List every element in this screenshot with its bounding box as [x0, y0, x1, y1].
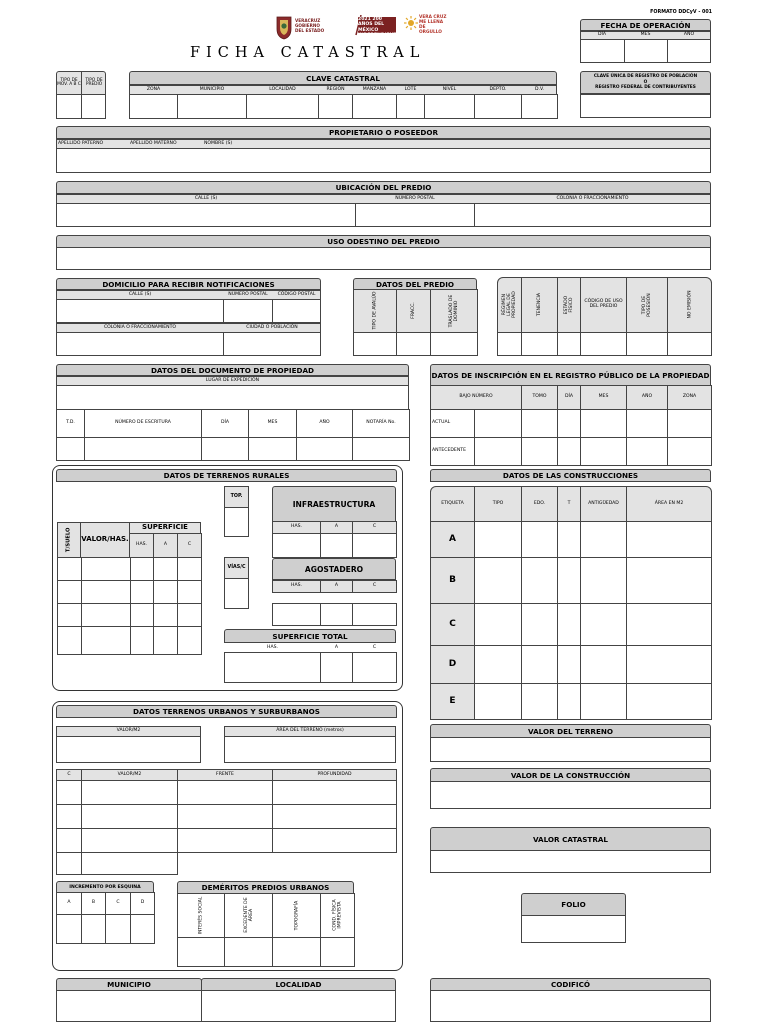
- regimen-col-label: ESTADO FÍSICO: [563, 295, 574, 315]
- uso-field[interactable]: [56, 247, 711, 270]
- clave-col-label: ZONA: [146, 86, 161, 92]
- valor-m2-field[interactable]: [56, 736, 201, 763]
- construcciones-col-label: ETIQUETA: [441, 500, 464, 506]
- incremento-field[interactable]: [105, 914, 131, 944]
- tipo-mov-label: TIPO DE MOV. A B C: [57, 77, 81, 87]
- dom-ciudad-label: CIUDAD O POBLACIÓN: [246, 324, 298, 330]
- codifico-header: CODIFICÓ: [430, 978, 711, 991]
- curp-line: CLAVE ÚNICA DE REGISTRO DE POBLACIÓN: [593, 74, 698, 80]
- regimen-col-label: TENENCIA: [536, 293, 542, 317]
- clave-col-label: MANZANA: [362, 86, 387, 92]
- urb-col-label: C: [67, 771, 71, 777]
- curp-rfc-field[interactable]: [580, 94, 711, 118]
- tipo-mov-field[interactable]: [56, 94, 82, 119]
- dom-numero-postal-label: NÚMERO POSTAL: [228, 291, 268, 297]
- urb-col-label: VALOR/M2: [117, 771, 142, 777]
- superficie-total-sub-label: C: [372, 644, 377, 650]
- construcciones-cell[interactable]: [557, 683, 581, 720]
- construcciones-col-label: T: [567, 500, 571, 506]
- inscripcion-cell[interactable]: [557, 409, 581, 438]
- construcciones-header: DATOS DE LAS CONSTRUCCIONES: [430, 469, 711, 482]
- predio-col-label: TRASLADO DE DOMINIO: [448, 294, 459, 328]
- superficie-sub-label: C: [187, 542, 192, 548]
- inscripcion-col-label: BAJO NÚMERO: [459, 394, 493, 400]
- predio-col-field[interactable]: [396, 332, 431, 356]
- incremento-col-label: C: [116, 900, 120, 906]
- urb-cell[interactable]: [177, 804, 273, 829]
- construcciones-cell[interactable]: [580, 683, 627, 720]
- inscripcion-col-label: MES: [598, 394, 609, 400]
- clave-col-field[interactable]: [177, 94, 247, 119]
- construcciones-col-label: ÁREA EN M2: [654, 500, 684, 506]
- agostadero-sub-label: C: [372, 583, 377, 589]
- rural-cell[interactable]: [153, 557, 178, 581]
- fecha-dia-label: DÍA: [597, 32, 607, 38]
- curp-rfc-header: [580, 71, 711, 94]
- regimen-col-label: TIPO DE POSESIÓN: [641, 293, 652, 317]
- predio-col-label: TIPO DE AVALÚO: [372, 291, 378, 331]
- fecha-anio-label: AÑO: [683, 32, 695, 38]
- clave-col-label: LOTE: [404, 86, 417, 92]
- folio-field[interactable]: [521, 915, 626, 943]
- construcciones-cell[interactable]: [521, 683, 558, 720]
- incremento-field[interactable]: [130, 914, 155, 944]
- valor-catastral-field[interactable]: [430, 850, 711, 873]
- clave-col-field[interactable]: [521, 94, 558, 119]
- datos-predio-header: DATOS DEL PREDIO: [353, 278, 477, 290]
- logo-veracruz-gobierno: [274, 14, 330, 40]
- documento-col-field[interactable]: [352, 437, 410, 461]
- rural-cell[interactable]: [81, 557, 131, 581]
- valor-catastral-header: VALOR CATASTRAL: [430, 827, 711, 851]
- logo-yera-cruz: [404, 14, 448, 40]
- urb-cell[interactable]: [272, 804, 397, 829]
- rural-cell[interactable]: [57, 603, 82, 627]
- rfc-line: REGISTRO FEDERAL DE CONTRIBUYENTES: [595, 85, 696, 91]
- fecha-dia-field[interactable]: [580, 39, 625, 63]
- urb-cell[interactable]: [56, 804, 82, 829]
- superficie-total-header: SUPERFICIE TOTAL: [224, 629, 396, 643]
- construcciones-cell[interactable]: [557, 557, 581, 604]
- construcciones-cell[interactable]: [521, 603, 558, 646]
- documento-col-field[interactable]: [201, 437, 249, 461]
- demeritos-col-label: TOPOGRAFÍA: [293, 900, 299, 931]
- clave-col-label: REGIÓN: [326, 86, 345, 92]
- codifico-field[interactable]: [430, 990, 711, 1022]
- logo-yera-cruz-text: VERA CRUZ ME LLENA DE ORGULLO: [419, 15, 447, 36]
- superficie-total-sub-label: A: [334, 644, 339, 650]
- clave-col-field[interactable]: [396, 94, 425, 119]
- regimen-col-field[interactable]: [580, 332, 627, 356]
- regimen-col-field[interactable]: [497, 332, 522, 356]
- regimen-col-label: CÓDIGO DE USO DEL PREDIO: [584, 299, 623, 309]
- construcciones-cell[interactable]: [474, 521, 522, 558]
- top-field[interactable]: [224, 507, 249, 537]
- construcciones-row-label: A: [449, 533, 456, 544]
- inscripcion-col-label: TOMO: [532, 394, 547, 400]
- construcciones-cell[interactable]: [474, 603, 522, 646]
- superficie-total-sub-label: HAS.: [267, 644, 278, 650]
- shield-icon: [274, 14, 294, 40]
- ubicacion-header: UBICACIÓN DEL PREDIO: [56, 181, 711, 194]
- documento-col-label: NOTARÍA No.: [366, 420, 396, 426]
- municipio-field[interactable]: [56, 990, 202, 1022]
- clave-col-field[interactable]: [246, 94, 319, 119]
- regimen-col-field[interactable]: [521, 332, 558, 356]
- rurales-header: DATOS DE TERRENOS RURALES: [56, 469, 397, 482]
- valor-construccion-field[interactable]: [430, 781, 711, 809]
- inscripcion-cell[interactable]: [474, 437, 522, 466]
- apellido-paterno-label: APELLIDO PATERNO: [58, 140, 104, 146]
- demeritos-field[interactable]: [272, 937, 321, 967]
- regimen-col-field[interactable]: [667, 332, 712, 356]
- colonia-label: COLONIA O FRACCIONAMIENTO: [556, 195, 629, 201]
- inscripcion-cell[interactable]: [626, 409, 668, 438]
- logo-2021-text: 2021 200 AÑOS DEL MÉXICO INDEPENDIENTE: [358, 17, 400, 38]
- construcciones-cell[interactable]: [474, 683, 522, 720]
- documento-header: DATOS DEL DOCUMENTO DE PROPIEDAD: [56, 364, 409, 376]
- construcciones-cell[interactable]: [474, 645, 522, 684]
- inscripcion-col-label: ZONA: [682, 394, 697, 400]
- infraestructura-header: INFRAESTRUCTURA: [272, 486, 396, 522]
- predio-col-field[interactable]: [353, 332, 397, 356]
- construcciones-row-label: E: [449, 695, 456, 706]
- clave-catastral-header: CLAVE CATASTRAL: [129, 71, 557, 85]
- propietario-header: PROPIETARIO O POSEEDOR: [56, 126, 711, 139]
- urb-cell[interactable]: [81, 780, 178, 805]
- inscripcion-header: DATOS DE INSCRIPCIÓN EN EL REGISTRO PÚBLICO DE LA PROPIEDAD: [430, 364, 711, 386]
- apellido-materno-label: APELLIDO MATERNO: [130, 140, 177, 146]
- urb-cell[interactable]: [81, 852, 178, 875]
- clave-col-field[interactable]: [129, 94, 178, 119]
- agostadero-sub-label: A: [334, 583, 339, 589]
- agostadero-header: AGOSTADERO: [272, 558, 396, 580]
- infraestructura-sub-label: C: [372, 524, 377, 530]
- dom-calle-field[interactable]: [56, 299, 224, 323]
- demeritos-header: DEMÉRITOS PREDIOS URBANOS: [177, 881, 354, 894]
- inscripcion-cell[interactable]: [580, 409, 627, 438]
- construcciones-cell[interactable]: [521, 645, 558, 684]
- fecha-anio-field[interactable]: [667, 39, 711, 63]
- documento-col-field[interactable]: [296, 437, 353, 461]
- infraestructura-field[interactable]: [272, 533, 321, 558]
- construcciones-cell[interactable]: [626, 683, 712, 720]
- documento-col-field[interactable]: [84, 437, 202, 461]
- dom-codigo-postal-field[interactable]: [272, 299, 321, 323]
- localidad-field[interactable]: [201, 990, 396, 1022]
- inscripcion-cell[interactable]: [580, 437, 627, 466]
- inscripcion-col-label: AÑO: [641, 394, 653, 400]
- numero-postal-field[interactable]: [355, 203, 475, 227]
- inscripcion-cell[interactable]: [667, 409, 712, 438]
- urb-cell[interactable]: [177, 780, 273, 805]
- construcciones-cell[interactable]: [474, 557, 522, 604]
- documento-col-field[interactable]: [248, 437, 297, 461]
- rural-cell[interactable]: [81, 580, 131, 604]
- clave-col-label: DEPTO.: [489, 86, 507, 92]
- rural-cell[interactable]: [57, 557, 82, 581]
- clave-col-label: MUNICIPIO: [199, 86, 225, 92]
- rural-cell[interactable]: [153, 626, 178, 655]
- inscripcion-cell[interactable]: [557, 437, 581, 466]
- lugar-expedicion-label: LUGAR DE EXPEDICIÓN: [205, 377, 260, 383]
- clave-col-field[interactable]: [474, 94, 522, 119]
- inscripcion-cell[interactable]: [474, 409, 522, 438]
- construcciones-cell[interactable]: [626, 557, 712, 604]
- construcciones-cell[interactable]: [626, 603, 712, 646]
- demeritos-field[interactable]: [224, 937, 273, 967]
- construcciones-cell[interactable]: [580, 557, 627, 604]
- rural-cell[interactable]: [177, 626, 202, 655]
- clave-col-field[interactable]: [424, 94, 475, 119]
- logo-veracruz-text: VERACRUZ GOBIERNO DEL ESTADO: [295, 18, 325, 34]
- documento-col-label: T.D.: [66, 420, 75, 426]
- superficie-sub-label: A: [163, 542, 168, 548]
- superficie-total-field[interactable]: [320, 652, 353, 683]
- agostadero-field[interactable]: [352, 603, 397, 626]
- construcciones-cell[interactable]: [626, 645, 712, 684]
- construcciones-cell[interactable]: [557, 645, 581, 684]
- documento-col-label: MES: [267, 420, 278, 426]
- clave-col-field[interactable]: [352, 94, 397, 119]
- regimen-col-label: RÉGIMEN LEGAL DE PROPIEDAD: [501, 291, 518, 319]
- urb-cell[interactable]: [56, 828, 82, 853]
- valor-has-label: VALOR/HAS.: [81, 535, 129, 544]
- curp-or-line: O: [643, 79, 648, 85]
- rural-cell[interactable]: [177, 557, 202, 581]
- construcciones-cell[interactable]: [557, 521, 581, 558]
- demeritos-col-label: INTERÉS SOCIAL: [198, 896, 204, 935]
- superficie-total-field[interactable]: [352, 652, 397, 683]
- localidad-header: LOCALIDAD: [201, 978, 396, 991]
- municipio-header: MUNICIPIO: [56, 978, 202, 991]
- construcciones-cell[interactable]: [626, 521, 712, 558]
- construcciones-row-label: B: [449, 574, 456, 585]
- dom-numero-postal-field[interactable]: [223, 299, 273, 323]
- superficie-label: SUPERFICIE: [142, 523, 188, 532]
- agostadero-field[interactable]: [320, 603, 353, 626]
- dom-codigo-postal-label: CÓDIGO POSTAL: [277, 291, 316, 297]
- construcciones-col-label: TIPO: [492, 500, 504, 506]
- inscripcion-cell[interactable]: [521, 437, 558, 466]
- colonia-field[interactable]: [474, 203, 711, 227]
- calle-label: CALLE (S): [194, 195, 218, 201]
- inscripcion-cell[interactable]: [626, 437, 668, 466]
- rural-cell[interactable]: [57, 626, 82, 655]
- top-label: TOP.: [230, 494, 243, 500]
- inscripcion-col-label: DÍA: [564, 394, 574, 400]
- documento-col-label: AÑO: [319, 420, 330, 426]
- tipo-predio-field[interactable]: [81, 94, 106, 119]
- construcciones-row-label: C: [449, 618, 456, 629]
- infraestructura-field[interactable]: [320, 533, 353, 558]
- documento-col-field[interactable]: [56, 437, 85, 461]
- valor-terreno-header: VALOR DEL TERRENO: [430, 724, 711, 738]
- urbanos-header: DATOS TERRENOS URBANOS Y SURBURBANOS: [56, 705, 397, 718]
- urb-cell[interactable]: [272, 828, 397, 853]
- construcciones-cell[interactable]: [557, 603, 581, 646]
- rural-cell[interactable]: [130, 557, 154, 581]
- clave-col-label: NIVEL: [442, 86, 457, 92]
- agostadero-sub-label: HAS.: [291, 583, 302, 589]
- regimen-col-field[interactable]: [557, 332, 581, 356]
- dom-colonia-field[interactable]: [56, 332, 224, 356]
- fecha-operacion-header: FECHA DE OPERACIÓN: [580, 19, 711, 31]
- inscripcion-row-label: ACTUAL: [432, 420, 451, 426]
- construcciones-cell[interactable]: [521, 557, 558, 604]
- area-terreno-label: ÁREA DEL TERRENO (metros): [276, 728, 344, 734]
- predio-col-label: FRACC.: [410, 302, 416, 320]
- propietario-field[interactable]: [56, 148, 711, 173]
- vias-field[interactable]: [224, 578, 249, 609]
- rural-cell[interactable]: [130, 626, 154, 655]
- fecha-mes-field[interactable]: [624, 39, 668, 63]
- valor-construccion-header: VALOR DE LA CONSTRUCCIÓN: [430, 768, 711, 782]
- construcciones-col-label: ANTIGÜEDAD: [588, 500, 619, 506]
- construcciones-row-label: D: [448, 658, 457, 669]
- urb-cell[interactable]: [56, 780, 82, 805]
- urb-cell[interactable]: [81, 804, 178, 829]
- urb-cell[interactable]: [272, 780, 397, 805]
- incremento-col-label: D: [140, 900, 145, 906]
- agostadero-field[interactable]: [272, 603, 321, 626]
- infraestructura-sub-label: HAS.: [291, 524, 302, 530]
- rural-cell[interactable]: [81, 626, 131, 655]
- construcciones-cell[interactable]: [580, 521, 627, 558]
- fecha-mes-label: MES: [640, 32, 651, 38]
- dom-colonia-label: COLONIA O FRACCIONAMIENTO: [103, 324, 177, 330]
- incremento-header: INCREMENTO POR ESQUINA: [56, 881, 154, 893]
- construcciones-cell[interactable]: [580, 645, 627, 684]
- rural-cell[interactable]: [153, 603, 178, 627]
- rural-cell[interactable]: [57, 580, 82, 604]
- urb-col-label: PROFUNDIDAD: [317, 771, 352, 777]
- sun-icon: [404, 16, 418, 30]
- regimen-col-field[interactable]: [626, 332, 668, 356]
- clave-col-label: D.V.: [534, 86, 544, 92]
- incremento-field[interactable]: [56, 914, 82, 944]
- regimen-col-label: NO EMISIÓN: [686, 290, 692, 320]
- urb-col-label: FRENTE: [216, 771, 234, 777]
- demeritos-field[interactable]: [320, 937, 355, 967]
- logo-2021: [336, 15, 398, 39]
- infraestructura-sub-label: A: [334, 524, 339, 530]
- rural-cell[interactable]: [177, 603, 202, 627]
- predio-col-field[interactable]: [430, 332, 478, 356]
- dom-ciudad-field[interactable]: [223, 332, 321, 356]
- demeritos-col-label: COND. FÍSICA IMPREVISTA: [332, 899, 343, 932]
- domicilio-header: DOMICILIO PARA RECIBIR NOTIFICACIONES: [56, 278, 321, 290]
- uso-header: USO ODESTINO DEL PREDIO: [56, 235, 711, 248]
- incremento-col-label: A: [67, 900, 71, 906]
- incremento-field[interactable]: [81, 914, 106, 944]
- clave-col-label: LOCALIDAD: [269, 86, 296, 92]
- incremento-col-label: B: [91, 900, 96, 906]
- clave-col-field[interactable]: [318, 94, 353, 119]
- rural-cell[interactable]: [81, 603, 131, 627]
- urb-cell[interactable]: [56, 852, 82, 875]
- tipo-predio-label: TIPO DE PREDIO: [85, 77, 103, 87]
- urb-cell[interactable]: [81, 828, 178, 853]
- dom-calle-label: CALLE (S): [128, 291, 152, 297]
- format-code: FORMATO DDCyV - 001: [650, 10, 712, 15]
- valor-terreno-field[interactable]: [430, 737, 711, 762]
- construcciones-cell[interactable]: [521, 521, 558, 558]
- calle-field[interactable]: [56, 203, 356, 227]
- rural-cell[interactable]: [177, 580, 202, 604]
- inscripcion-row-label: ANTECEDENTE: [432, 448, 466, 454]
- area-terreno-field[interactable]: [224, 736, 396, 763]
- numero-postal-label: NÚMERO POSTAL: [395, 195, 435, 201]
- construcciones-col-label: EDO.: [533, 500, 546, 506]
- superficie-sub-label: HAS.: [136, 542, 147, 548]
- valor-m2-label: VALOR/M2: [116, 728, 141, 734]
- documento-col-label: DÍA: [220, 420, 230, 426]
- vias-label: VÍAS/C: [227, 565, 246, 571]
- inscripcion-cell[interactable]: [667, 437, 712, 466]
- superficie-total-field[interactable]: [224, 652, 321, 683]
- t-suelo-label: T/SUELO: [65, 527, 72, 553]
- construcciones-cell[interactable]: [580, 603, 627, 646]
- demeritos-field[interactable]: [177, 937, 225, 967]
- urb-cell[interactable]: [177, 828, 273, 853]
- inscripcion-cell[interactable]: [521, 409, 558, 438]
- demeritos-col-label: EXCEDENTE DE ÁREA: [243, 897, 254, 934]
- folio-header: FOLIO: [521, 893, 626, 916]
- nombres-label: NOMBRE (S): [204, 140, 233, 146]
- rural-cell[interactable]: [130, 603, 154, 627]
- rural-cell[interactable]: [153, 580, 178, 604]
- infraestructura-field[interactable]: [352, 533, 397, 558]
- lugar-expedicion-field[interactable]: [56, 385, 409, 410]
- rural-cell[interactable]: [130, 580, 154, 604]
- documento-col-label: NÚMERO DE ESCRITURA: [115, 420, 171, 426]
- page-title: FICHA CATASTRAL: [190, 45, 426, 61]
